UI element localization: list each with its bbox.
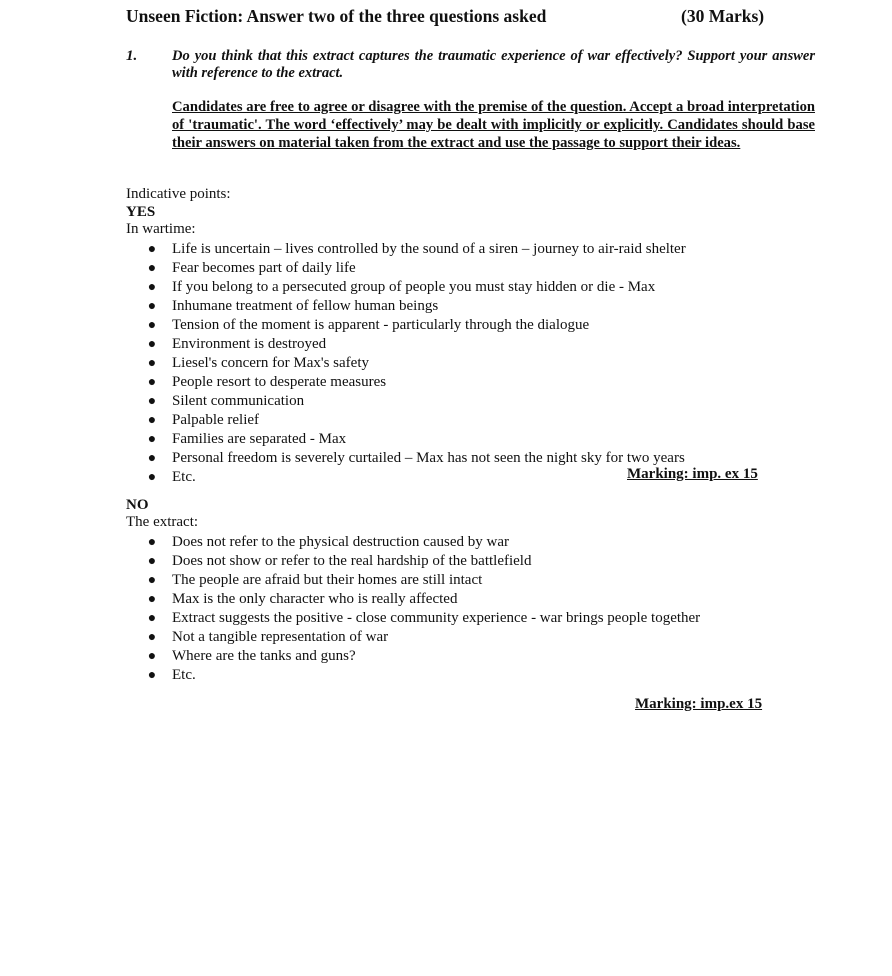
no-marking: Marking: imp.ex 15 — [635, 696, 763, 712]
list-item-text: Personal freedom is severely curtailed – Max has not seen the night sky for two years — [172, 450, 685, 466]
bullet-dot-icon: ● — [147, 280, 157, 295]
bullet-dot-icon: ● — [147, 394, 157, 409]
bullet-dot-icon: ● — [147, 299, 157, 314]
bullet-dot-icon: ● — [147, 470, 157, 485]
indicative-points-label: Indicative points: — [126, 186, 231, 202]
bullet-dot-icon: ● — [147, 375, 157, 390]
page-header — [126, 6, 776, 30]
bullet-dot-icon: ● — [147, 535, 157, 550]
yes-intro: In wartime: — [126, 221, 196, 237]
list-item-text: Where are the tanks and guns? — [172, 648, 356, 664]
list-item-text: Liesel's concern for Max's safety — [172, 355, 369, 371]
bullet-dot-icon: ● — [147, 432, 157, 447]
section-title: Unseen Fiction: Answer two of the three questions asked — [126, 6, 547, 26]
no-intro: The extract: — [126, 514, 199, 530]
list-item-text: Inhumane treatment of fellow human beings — [172, 298, 439, 314]
list-item-text: Extract suggests the positive - close community experience - war brings people together — [172, 610, 701, 626]
bullet-dot-icon: ● — [147, 242, 157, 257]
list-item-text: Life is uncertain – lives controlled by the sound of a siren – journey to air-raid shelter — [172, 241, 686, 257]
list-item-text: The people are afraid but their homes are still intact — [172, 572, 483, 588]
no-heading: NO — [126, 497, 149, 513]
list-item-text: Environment is destroyed — [172, 336, 327, 352]
list-item-text: Does not show or refer to the real hardship of the battlefield — [172, 553, 532, 569]
bullet-dot-icon: ● — [147, 573, 157, 588]
question-number: 1. — [126, 48, 138, 64]
list-item-text: Etc. — [172, 667, 196, 683]
bullet-dot-icon: ● — [147, 318, 157, 333]
yes-heading: YES — [126, 204, 156, 220]
marker-instructions: Candidates are free to agree or disagree with the premise of the question. Accept a broad interpretation of 'traumatic'. The word ‘effectively’ may be dealt with implicitly or explicitly. Candidates should base their answers on material taken from the extract and use the passage to support their ideas. — [172, 99, 815, 151]
list-item-text: Fear becomes part of daily life — [172, 260, 356, 276]
list-item-text: Palpable relief — [172, 412, 260, 428]
bullet-dot-icon: ● — [147, 611, 157, 626]
list-item-text: Not a tangible representation of war — [172, 629, 389, 645]
list-item-text: Etc. — [172, 469, 196, 485]
bullet-dot-icon: ● — [147, 356, 157, 371]
list-item-text: Tension of the moment is apparent - particularly through the dialogue — [172, 317, 590, 333]
bullet-dot-icon: ● — [147, 554, 157, 569]
bullet-dot-icon: ● — [147, 413, 157, 428]
yes-marking: Marking: imp. ex 15 — [627, 466, 758, 482]
bullet-dot-icon: ● — [147, 592, 157, 607]
bullet-dot-icon: ● — [147, 451, 157, 466]
bullet-dot-icon: ● — [147, 668, 157, 683]
list-item-text: Max is the only character who is really affected — [172, 591, 458, 607]
list-item-text: Does not refer to the physical destruction caused by war — [172, 534, 509, 550]
bullet-dot-icon: ● — [147, 261, 157, 276]
bullet-dot-icon: ● — [147, 630, 157, 645]
list-item-text: Silent communication — [172, 393, 305, 409]
bullet-dot-icon: ● — [147, 649, 157, 664]
question-text: Do you think that this extract captures the traumatic experience of war effectively? Support your answer with reference to the extract. — [172, 48, 815, 81]
bullet-dot-icon: ● — [147, 337, 157, 352]
total-marks: (30 Marks) — [681, 6, 765, 26]
list-item-text: Families are separated - Max — [172, 431, 347, 447]
list-item-text: If you belong to a persecuted group of people you must stay hidden or die - Max — [172, 279, 656, 295]
list-item-text: People resort to desperate measures — [172, 374, 387, 390]
